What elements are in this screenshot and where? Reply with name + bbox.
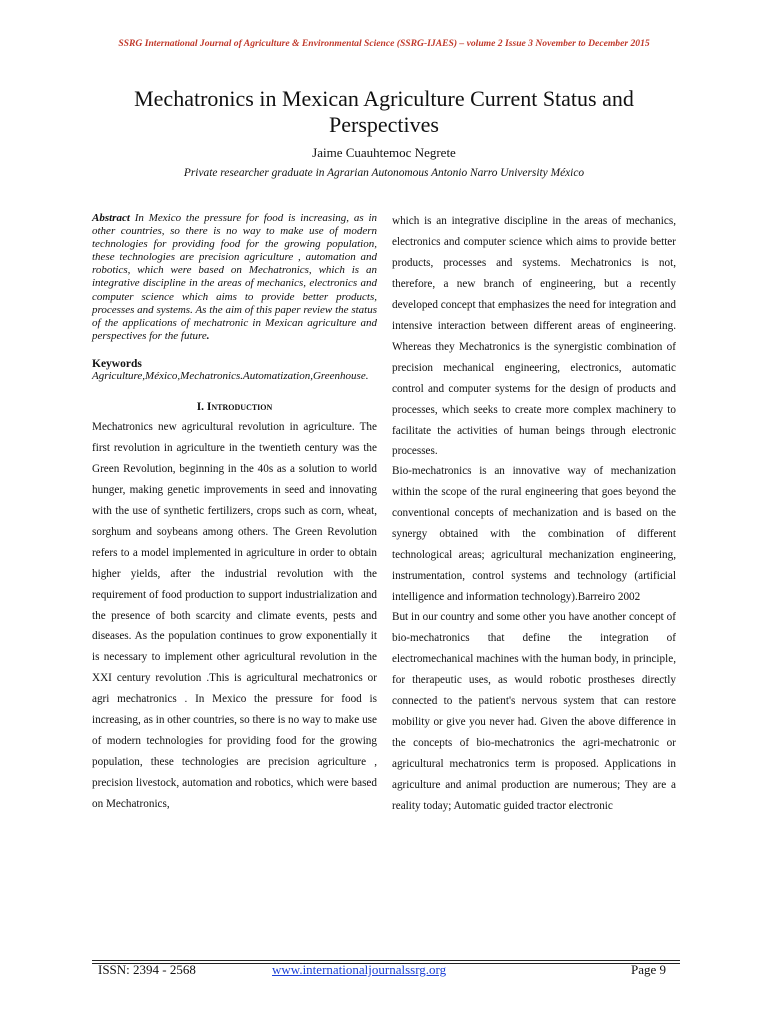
body-paragraph-right-3: But in our country and some other you have another concept of bio-mechatronics that define the integration of electromechanical machines with the human body, in principle, for therapeutic uses, as would robotic prostheses directly connected to the patient's nervous system that can restore mobility or give you never had. Given the above difference in the concepts of bio-mechatronics the agri-mechatronic or agricultural mechatronics term is proposed. Applications in agriculture and animal production are numerous; They are a reality today; Automatic guided tractor electronic	[392, 611, 676, 812]
body-paragraph-left: Mechatronics new agricultural revolution in agriculture. The first revolution in agriculture in the twentieth century was the Green Revolution, beginning in the 40s as a solution to world hunger, making genetic improvements in seed and innovating with the use of synthetic fertilizers, crops such as corn, wheat, sorghum and soybeans among others. The Green Revolution refers to a model implemented in agriculture in order to obtain higher yields, after the industrial revolution with the requirement of food production to support industrialization and the presence of both scarcity and climate events, pests and diseases. As the population continues to grow exponentially it is necessary to implement other agricultural revolution in the XXI century revolution .This is agricultural mechatronics or agri mechatronics . In Mexico the pressure for food is increasing, as in other countries, so there is no way to make use of modern technologies for providing food for the growing population, these technologies are precision agriculture , precision livestock, automation and robotics, which were based on Mechatronics,	[92, 420, 377, 811]
abstract	[92, 212, 377, 343]
keywords-label: Keywords	[92, 357, 142, 370]
page-footer	[92, 962, 680, 984]
abstract-text: In Mexico the pressure for food is increasing, as in other countries, so there is no way to make use of modern technologies for providing food for the growing population, these technologies are precision agriculture , automation and robotics, which were based on Mechatronics, which is an integrative discipline in the areas of mechanics, electronics and computer science which aims to provide better products, processes and systems. As the aim of this paper review the status of the applications of mechatronic in Mexican agriculture and perspectives for the future	[92, 212, 377, 342]
footer-page-number: Page 9	[630, 962, 666, 977]
footer-divider-top	[92, 960, 680, 961]
section-number: I.	[196, 400, 205, 413]
paper-title: Mechatronics in Mexican Agriculture Current Status and Perspectives	[134, 86, 634, 137]
section-title: Introduction	[206, 400, 273, 413]
abstract-end-mark: .	[206, 329, 210, 342]
abstract-label: Abstract	[92, 212, 130, 224]
footer-issn: ISSN: 2394 - 2568	[98, 962, 196, 977]
keywords-text: Agriculture,México,Mechatronics.Automatization,Greenhouse.	[92, 369, 369, 382]
author-affiliation: Private researcher graduate in Agrarian Autonomous Antonio Narro University México	[183, 167, 585, 179]
body-paragraph-right-1: which is an integrative discipline in the areas of mechanics, electronics and computer science which aims to provide better products, processes and systems. Mechatronics is not, therefore, a new branch of engineering, but a recently developed concept that emphasizes the need for integration and intensive interaction between different areas of engineering. Whereas they Mechatronics is the synergistic combination of precision mechanical engineering, electronics, automatic control and computer systems for the design of products and processes, which seeks to create more complex machinery to facilitate the activities of human beings through electronic processes.	[392, 215, 676, 458]
journal-header: SSRG International Journal of Agriculture & Environmental Science (SSRG-IJAES) – volume 2 Issue 3 November to December 2015	[118, 38, 650, 49]
footer-journal-link[interactable]: www.internationaljournalssrg.org	[272, 962, 447, 977]
section-heading-introduction	[92, 401, 377, 413]
body-paragraph-right-2: Bio-mechatronics is an innovative way of mechanization within the scope of the rural engineering that goes beyond the conventional concepts of mechanization and is based on the synergy obtained with the combination of different technological areas; agricultural mechanization engineering, instrumentation, control systems and technology (artificial intelligence and information technology).Barreiro 2002	[392, 465, 676, 604]
author-name: Jaime Cuauhtemoc Negrete	[312, 145, 456, 160]
left-column	[92, 212, 377, 815]
right-column	[392, 212, 676, 817]
